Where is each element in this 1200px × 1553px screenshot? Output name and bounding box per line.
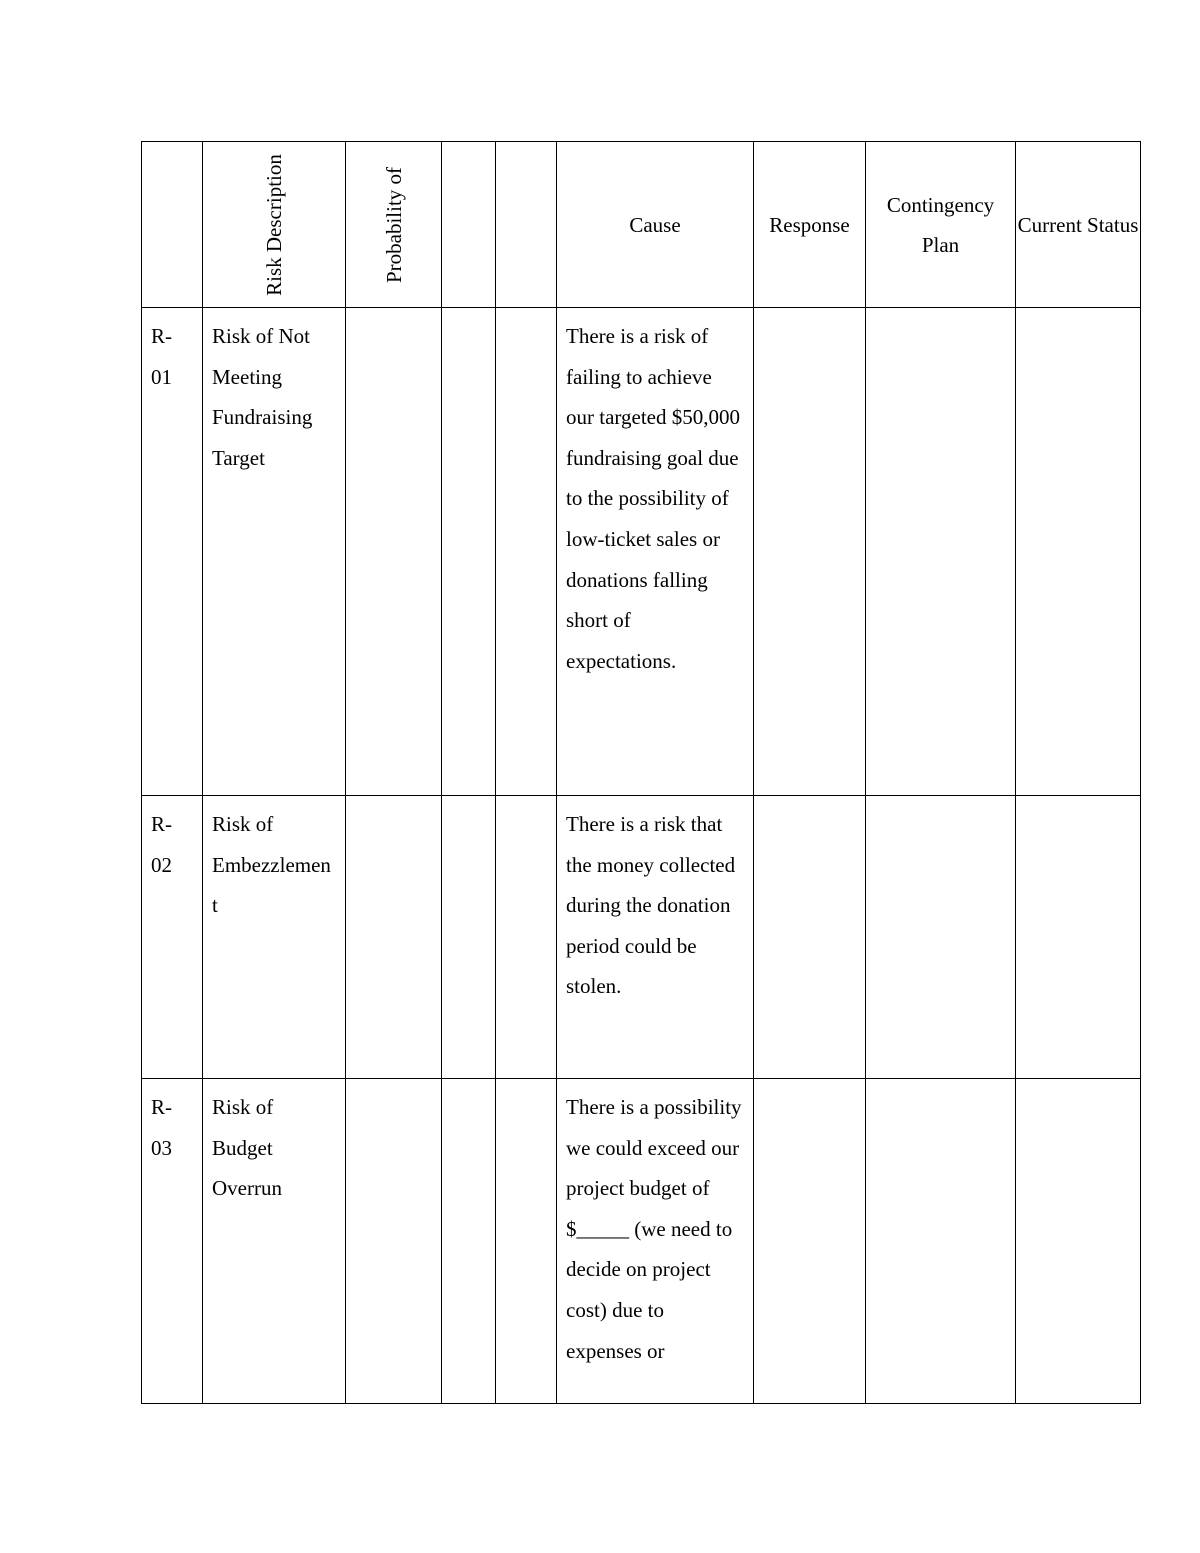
header-probability <box>346 142 442 308</box>
contingency-cell <box>866 796 1016 1079</box>
header-contingency-plan: Contingency Plan <box>866 142 1016 308</box>
header-blank-2 <box>496 142 557 308</box>
header-risk-description-label: Risk Description <box>262 153 286 296</box>
risk-id: R- 01 <box>142 308 203 796</box>
probability-cell <box>346 1079 442 1404</box>
blank-cell <box>496 1079 557 1404</box>
blank-cell <box>442 796 496 1079</box>
header-blank-1 <box>442 142 496 308</box>
risk-description: Risk of Embezzlement <box>203 796 346 1079</box>
table-header-row <box>142 142 1141 308</box>
response-cell <box>754 796 866 1079</box>
status-cell <box>1016 796 1141 1079</box>
header-response: Response <box>754 142 866 308</box>
header-cause: Cause <box>557 142 754 308</box>
blank-cell <box>442 308 496 796</box>
risk-id: R- 02 <box>142 796 203 1079</box>
response-cell <box>754 1079 866 1404</box>
header-risk-description <box>203 142 346 308</box>
cause-cell: There is a possibility we could exceed our project budget of $_____ (we need to decide on project cost) due to expenses or <box>557 1079 754 1404</box>
header-probability-label: Probability of <box>381 166 406 283</box>
table-row <box>142 1079 1141 1404</box>
response-cell <box>754 308 866 796</box>
status-cell <box>1016 308 1141 796</box>
status-cell <box>1016 1079 1141 1404</box>
contingency-cell <box>866 308 1016 796</box>
blank-cell <box>496 796 557 1079</box>
blank-cell <box>496 308 557 796</box>
risk-id: R- 03 <box>142 1079 203 1404</box>
cause-cell: There is a risk of failing to achieve our targeted $50,000 fundraising goal due to the possibility of low-ticket sales or donations falling short of expectations. <box>557 308 754 796</box>
probability-cell <box>346 308 442 796</box>
header-id <box>142 142 203 308</box>
table-row <box>142 308 1141 796</box>
risk-register-table <box>141 141 1141 1404</box>
blank-cell <box>442 1079 496 1404</box>
table-row <box>142 796 1141 1079</box>
risk-description: Risk of Budget Overrun <box>203 1079 346 1404</box>
cause-cell: There is a risk that the money collected during the donation period could be stolen. <box>557 796 754 1079</box>
risk-description: Risk of Not Meeting Fundraising Target <box>203 308 346 796</box>
probability-cell <box>346 796 442 1079</box>
contingency-cell <box>866 1079 1016 1404</box>
header-current-status: Current Status <box>1016 142 1141 308</box>
